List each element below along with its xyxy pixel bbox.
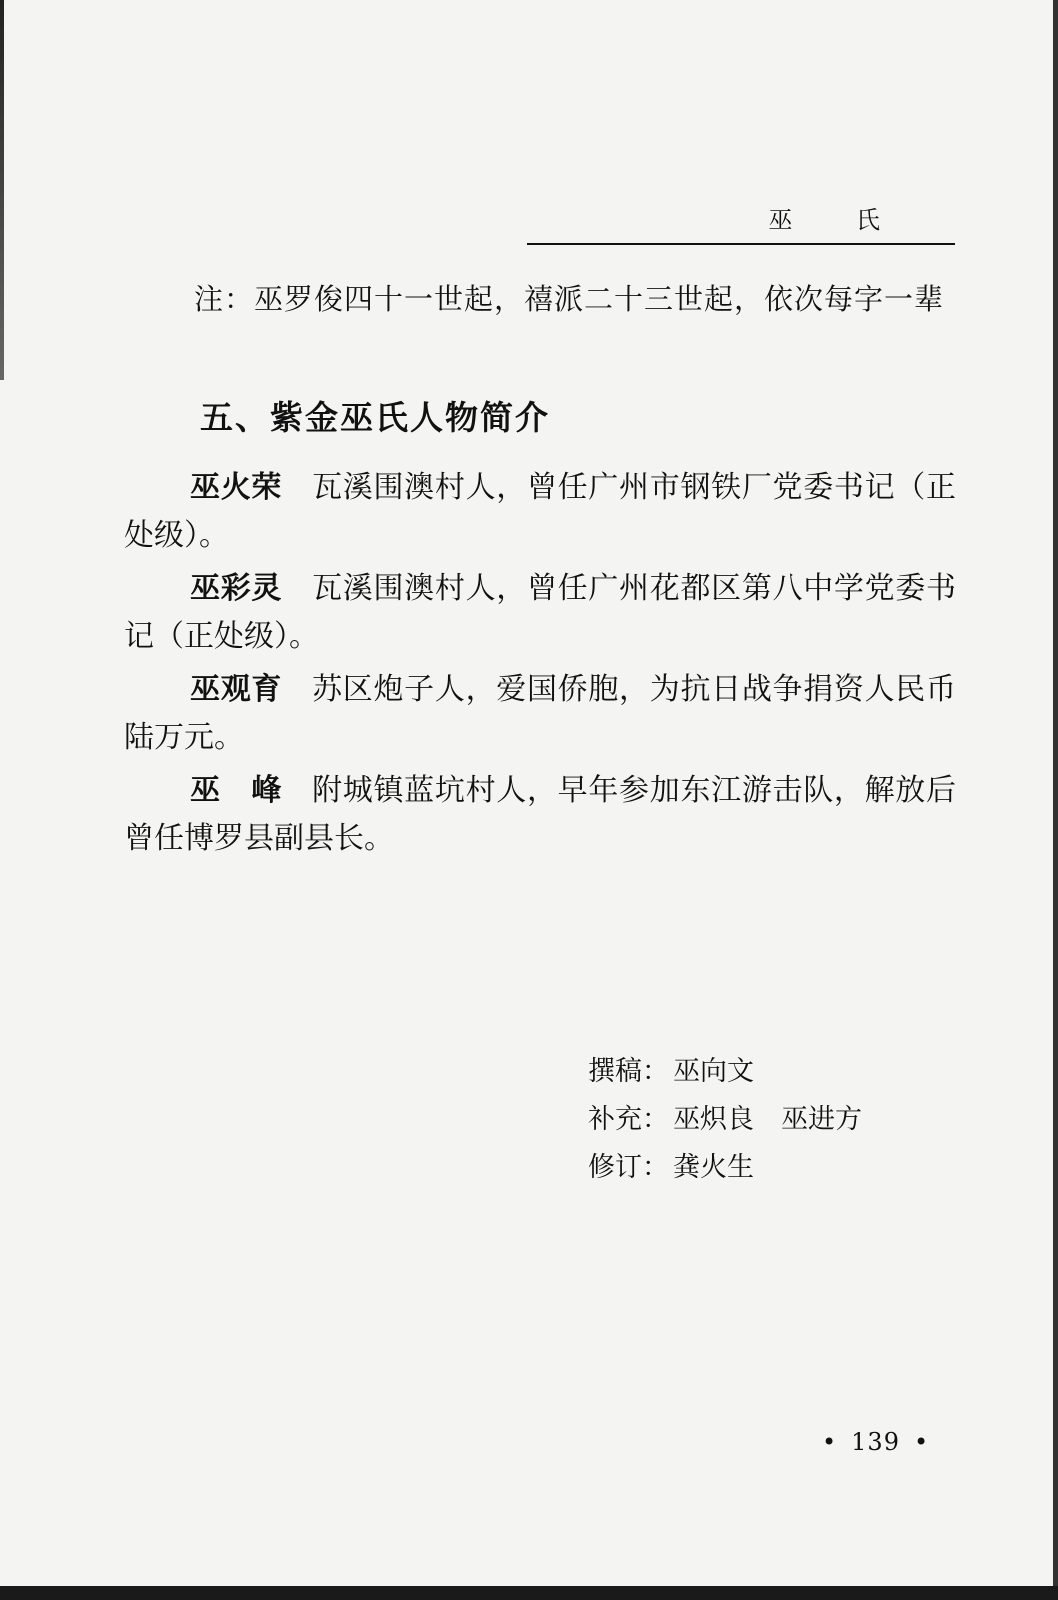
credit-author: [588, 1048, 862, 1096]
people-list: [124, 464, 956, 868]
person-entry: [124, 666, 956, 762]
page-number-value: 139: [851, 1428, 900, 1456]
person-description: 附城镇蓝坑村人，早年参加东江游击队，解放后曾任博罗县副县长。: [124, 773, 957, 856]
credit-label: 撰稿：: [588, 1056, 669, 1087]
person-name: 巫 峰: [190, 773, 283, 808]
credit-label: 修订：: [588, 1152, 669, 1183]
person-name: 巫观育: [190, 672, 283, 707]
scan-edge-right: [1053, 0, 1058, 1600]
credit-value: 巫向文: [673, 1056, 754, 1087]
credit-value: 龚火生: [673, 1152, 754, 1183]
lineage-note: 注：巫罗俊四十一世起，禧派二十三世起，依次每字一辈: [194, 282, 945, 316]
credit-revision: [588, 1144, 862, 1192]
person-entry: [124, 767, 956, 863]
person-name: 巫彩灵: [190, 571, 283, 606]
credit-value: 巫炽良 巫进方: [673, 1104, 862, 1135]
scan-edge-left: [0, 0, 4, 380]
person-description: 瓦溪围澳村人，曾任广州花都区第八中学党委书记（正处级）。: [124, 571, 957, 654]
person-entry: [124, 565, 956, 661]
bullet-icon: •: [913, 1428, 930, 1456]
running-head: 巫 氏: [768, 206, 908, 234]
credits: [588, 1048, 862, 1192]
bullet-icon: •: [822, 1428, 838, 1456]
scan-edge-bottom: [0, 1586, 1058, 1600]
person-description: 苏区炮子人，爱国侨胞，为抗日战争捐资人民币陆万元。: [124, 672, 957, 755]
person-name: 巫火荣: [190, 470, 283, 505]
credit-label: 补充：: [588, 1104, 669, 1135]
credit-supplement: [588, 1096, 862, 1144]
header-rule: [527, 243, 955, 245]
person-description: 瓦溪围澳村人，曾任广州市钢铁厂党委书记（正处级）。: [124, 470, 957, 553]
page-number: [808, 1428, 943, 1456]
person-entry: [124, 464, 956, 560]
section-title: 五、紫金巫氏人物简介: [200, 398, 550, 437]
